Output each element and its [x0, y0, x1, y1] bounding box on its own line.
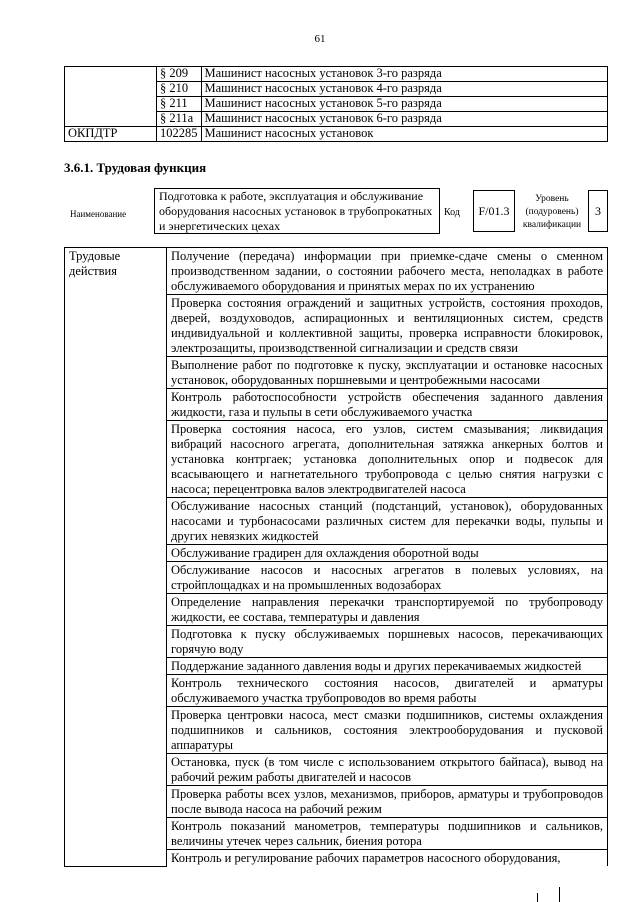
labor-action-item: Проверка состояния насоса, его узлов, систем смазывания; ликвидация вибраций насосного агрегата, дополнительная затяжка анкерных болтов и установка контргаек; установка дополнительных опор и подвесок для всасывающего и нагнетательного трубопровода с целью снятия нагрузки с насоса; перецентровка валов электродвигателей насоса — [167, 421, 608, 498]
codes-cell-code: 102285 — [157, 127, 202, 142]
labor-action-item: Обслуживание насосных станций (подстанций, установок), оборудованных насосами и турбонасосами различных систем для перекачки воды, пульпы и других невязких жидкостей — [167, 498, 608, 545]
scan-mark — [537, 893, 538, 902]
labor-action-item: Контроль работоспособности устройств обеспечения заданного давления жидкости, газа и пульпы в сети обслуживаемого участка — [167, 389, 608, 421]
level-value-box: 3 — [588, 190, 608, 232]
codes-cell-name: Машинист насосных установок 5-го разряда — [201, 97, 608, 112]
codes-row — [65, 127, 608, 142]
codes-cell-name: Машинист насосных установок 6-го разряда — [201, 112, 608, 127]
codes-cell-name: Машинист насосных установок 4-го разряда — [201, 82, 608, 97]
codes-cell-code: § 210 — [157, 82, 202, 97]
labor-action-item: Обслуживание насосов и насосных агрегатов в полевых условиях, на стройплощадках и на промышленных водозаборах — [167, 562, 608, 594]
labor-action-item: Контроль и регулирование рабочих параметров насосного оборудования, — [167, 850, 608, 867]
labor-action-item: Контроль показаний манометров, температуры подшипников и сальников, величины утечек через сальник, биения ротора — [167, 818, 608, 850]
codes-row — [65, 82, 608, 97]
labor-action-item: Проверка состояния ограждений и защитных устройств, состояния проходов, дверей, воздуховодов, аспирационных и вентиляционных систем, средств индивидуальной и коллективной защиты, проверка исправности блокировок, электрозащиты, производственной сигнализации и средств связи — [167, 295, 608, 357]
labor-action-item: Определение направления перекачки транспортируемой по трубопроводу жидкости, ее состава, температуры и давления — [167, 594, 608, 626]
name-label: Наименование — [70, 209, 127, 219]
function-code-box: F/01.3 — [473, 190, 515, 232]
level-label: Уровень (подуровень) квалификации — [522, 194, 582, 230]
codes-table — [64, 66, 608, 142]
codes-cell-name: Машинист насосных установок 3-го разряда — [201, 67, 608, 82]
codes-cell-label: ОКПДТР — [65, 127, 157, 142]
labor-action-item: Обслуживание градирен для охлаждения оборотной воды — [167, 545, 608, 562]
scan-mark — [559, 887, 560, 902]
labor-action-item: Поддержание заданного давления воды и других перекачиваемых жидкостей — [167, 658, 608, 675]
labor-action-item: Остановка, пуск (в том числе с использованием открытого байпаса), вывод на рабочий режим работы двигателей и насосов — [167, 754, 608, 786]
labor-action-item: Проверка центровки насоса, мест смазки подшипников, системы охлаждения подшипников и сальников, состояния электрооборудования и пусковой аппаратуры — [167, 707, 608, 754]
codes-cell-label — [65, 112, 157, 127]
codes-row — [65, 67, 608, 82]
labor-action-row — [65, 248, 608, 295]
function-name-box: Подготовка к работе, эксплуатация и обслуживание оборудования насосных установок в трубопрокатных и энергетических цехах — [154, 188, 440, 234]
labor-actions-table — [64, 247, 608, 867]
codes-cell-code: § 209 — [157, 67, 202, 82]
labor-action-item: Выполнение работ по подготовке к пуску, эксплуатации и остановке насосных установок, оборудованных поршневыми и центробежными насосами — [167, 357, 608, 389]
codes-row — [65, 112, 608, 127]
labor-action-item: Контроль технического состояния насосов, двигателей и арматуры обслуживаемого участка трубопроводов во время работы — [167, 675, 608, 707]
codes-cell-code: § 211 — [157, 97, 202, 112]
codes-cell-label — [65, 97, 157, 112]
codes-cell-label — [65, 82, 157, 97]
codes-row — [65, 97, 608, 112]
codes-cell-label — [65, 67, 157, 82]
labor-action-item: Проверка работы всех узлов, механизмов, приборов, арматуры и трубопроводов после вывода насоса на рабочий режим — [167, 786, 608, 818]
labor-action-item: Получение (передача) информации при приемке-сдаче смены о сменном производственном задании, о состоянии рабочего места, неполадках в работе обслуживаемого оборудования и принятых мерах по их устранению — [167, 248, 608, 295]
page-number: 61 — [314, 33, 326, 45]
labor-actions-header: Трудовые действия — [65, 248, 167, 867]
scan-edge — [0, 853, 640, 902]
section-heading: 3.6.1. Трудовая функция — [64, 160, 207, 175]
labor-action-item: Подготовка к пуску обслуживаемых поршневых насосов, перекачивающих горячую воду — [167, 626, 608, 658]
function-header — [64, 188, 608, 236]
codes-cell-code: § 211а — [157, 112, 202, 127]
codes-cell-name: Машинист насосных установок — [201, 127, 608, 142]
code-label: Код — [444, 207, 460, 218]
